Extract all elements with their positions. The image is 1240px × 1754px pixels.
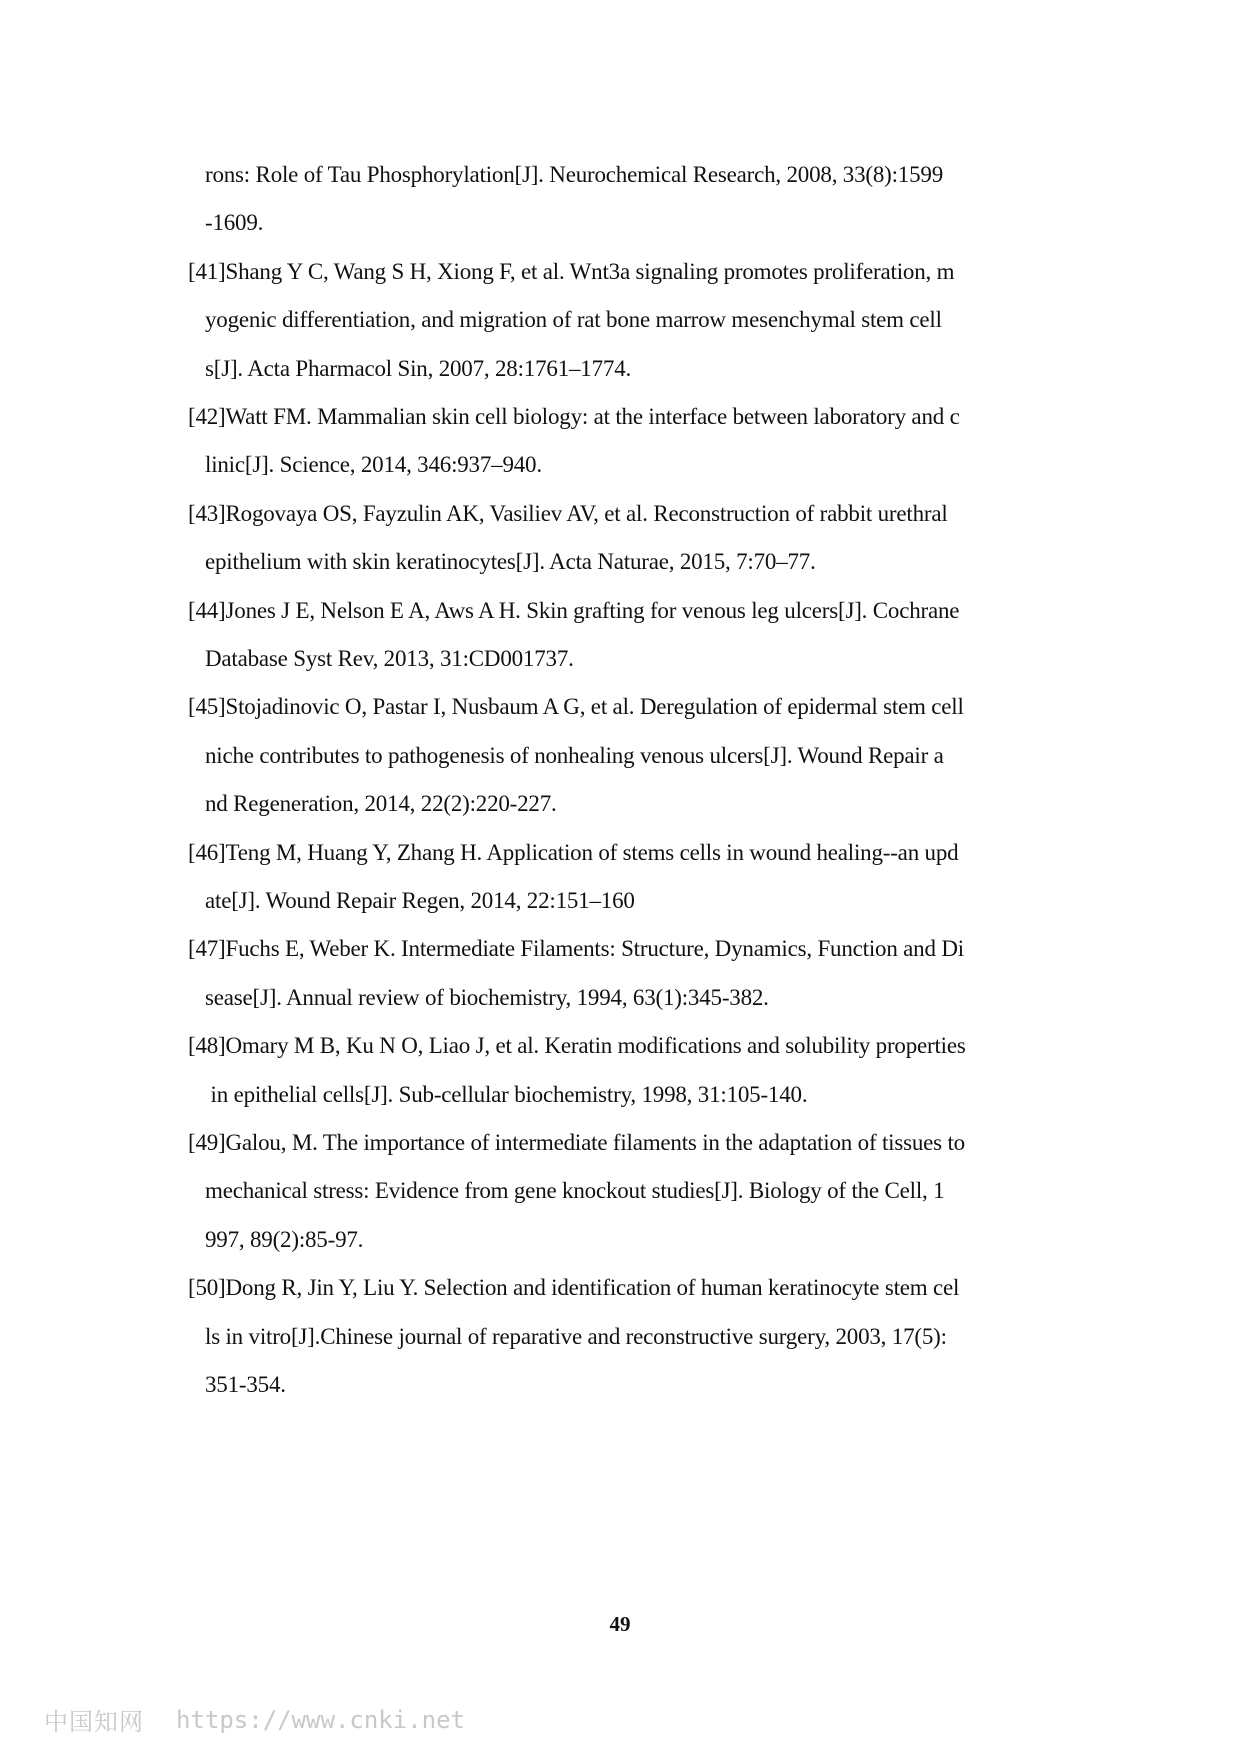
reference-continuation-line: epithelium with skin keratinocytes[J]. Acta Naturae, 2015, 7:70–77. — [205, 549, 816, 575]
reference-first-line: [47]Fuchs E, Weber K. Intermediate Filaments: Structure, Dynamics, Function and Di — [188, 936, 964, 962]
reference-continuation-line: linic[J]. Science, 2014, 346:937–940. — [205, 452, 542, 478]
cnki-watermark — [44, 1702, 465, 1737]
reference-continuation-line: ls in vitro[J].Chinese journal of reparative and reconstructive surgery, 2003, 17(5): — [205, 1323, 947, 1349]
reference-continuation-line: Database Syst Rev, 2013, 31:CD001737. — [205, 646, 574, 671]
reference-continuation-line: ate[J]. Wound Repair Regen, 2014, 22:151–160 — [205, 888, 635, 913]
reference-first-line: [45]Stojadinovic O, Pastar I, Nusbaum A G, et al. Deregulation of epidermal stem cell — [188, 694, 964, 720]
reference-continuation-line: 351-354. — [205, 1372, 286, 1397]
reference-continuation-line: nd Regeneration, 2014, 22(2):220-227. — [205, 791, 557, 817]
reference-continuation-line: s[J]. Acta Pharmacol Sin, 2007, 28:1761–1774. — [205, 355, 632, 381]
reference-first-line: [49]Galou, M. The importance of intermediate filaments in the adaptation of tissues to — [188, 1130, 965, 1155]
reference-continuation-line: yogenic differentiation, and migration of rat bone marrow mesenchymal stem cell — [205, 307, 942, 333]
reference-continuation-line: sease[J]. Annual review of biochemistry, 1994, 63(1):345-382. — [205, 984, 769, 1010]
reference-first-line: [48]Omary M B, Ku N O, Liao J, et al. Keratin modifications and solubility properties — [188, 1033, 966, 1059]
reference-first-line: [41]Shang Y C, Wang S H, Xiong F, et al. Wnt3a signaling promotes proliferation, m — [188, 258, 955, 284]
reference-continuation-line: in epithelial cells[J]. Sub-cellular biochemistry, 1998, 31:105-140. — [205, 1081, 808, 1107]
reference-continuation-line: niche contributes to pathogenesis of nonhealing venous ulcers[J]. Wound Repair a — [205, 742, 944, 768]
watermark-logo: 中国知网 — [44, 1708, 144, 1736]
reference-first-line: [42]Watt FM. Mammalian skin cell biology: at the interface between laboratory and c — [188, 404, 960, 429]
reference-first-line: [43]Rogovaya OS, Fayzulin AK, Vasiliev AV, et al. Reconstruction of rabbit urethral — [188, 500, 948, 526]
reference-first-line: [46]Teng M, Huang Y, Zhang H. Application of stems cells in wound healing--an upd — [188, 839, 959, 865]
reference-first-line: [44]Jones J E, Nelson E A, Aws A H. Skin grafting for venous leg ulcers[J]. Cochrane — [188, 597, 960, 623]
reference-first-line: [50]Dong R, Jin Y, Liu Y. Selection and identification of human keratinocyte stem cel — [188, 1275, 960, 1301]
page-number: 49 — [609, 1612, 631, 1636]
reference-continuation-line: 997, 89(2):85-97. — [205, 1226, 364, 1252]
reference-continuation-line: mechanical stress: Evidence from gene knockout studies[J]. Biology of the Cell, 1 — [205, 1178, 945, 1204]
watermark-url: https://www.cnki.net — [176, 1705, 465, 1734]
reference-continuation-line: -1609. — [205, 210, 264, 236]
reference-first-line: rons: Role of Tau Phosphorylation[J]. Neurochemical Research, 2008, 33(8):1599 — [205, 162, 944, 187]
